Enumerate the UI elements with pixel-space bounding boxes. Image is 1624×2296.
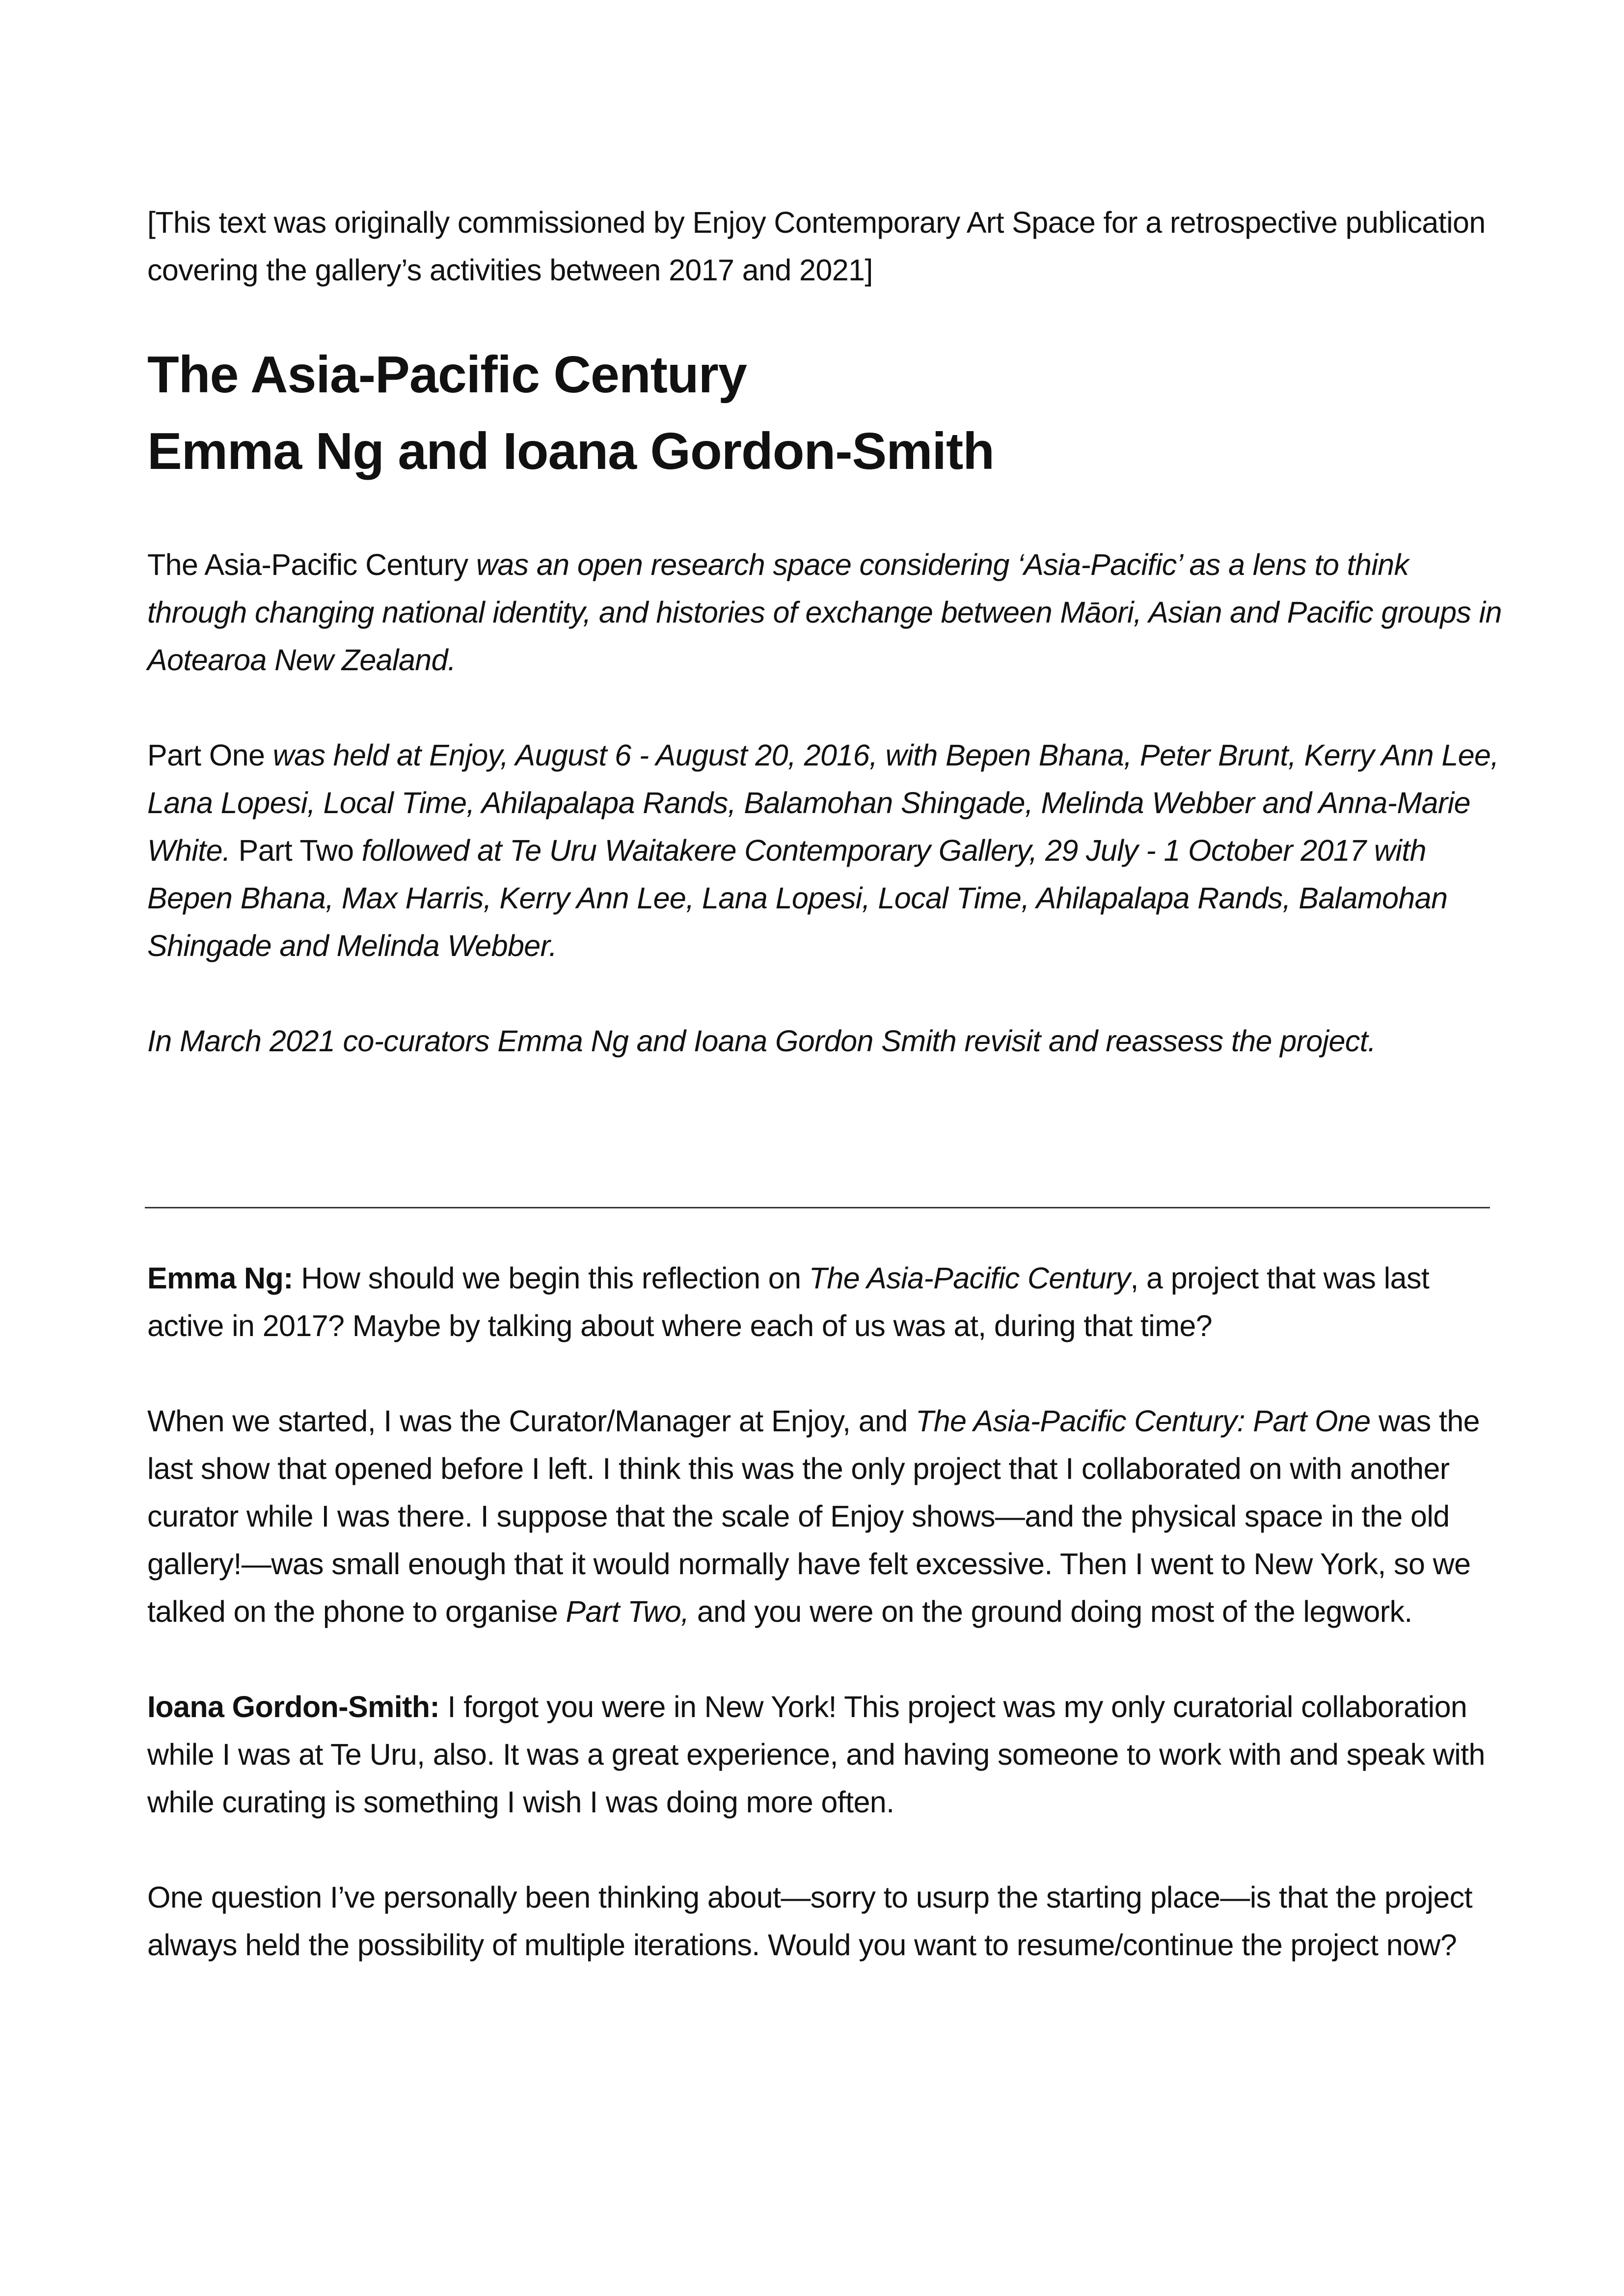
text-run: The Asia-Pacific Century [147,548,476,581]
dialogue-paragraph [147,1397,1502,1636]
text-run: and you were on the ground doing most of the legwork. [689,1595,1412,1628]
summary-section [147,541,1502,1065]
text-run: Part One [147,738,273,772]
italic-text: In March 2021 co-curators Emma Ng and Ioana Gordon Smith revisit and reassess the project. [147,1024,1376,1058]
intro-note [147,199,1502,294]
page-subtitle: Emma Ng and Ioana Gordon-Smith [147,422,995,480]
text-run: One question I’ve personally been thinking about—sorry to usurp the starting place—is that the project always held the possibility of multiple iterations. Would you want to resume/continue the project now? [147,1881,1472,1962]
header [147,336,1502,490]
italic-text: The Asia-Pacific Century: Part One [916,1404,1371,1438]
text-run: , a project that was last active in 2017? Maybe by talking about where each of us was at, during that time? [147,1261,1430,1342]
intro-paragraph [147,199,1502,294]
summary-paragraph [147,732,1502,970]
text-run: was the last show that opened before I left. I think this was the only project that I collaborated on with another curator while I was there. I suppose that the scale of Enjoy shows—and the physical space in the old gallery!—was small enough that it would normally have felt excessive. Then I went to New York, so we talked on the phone to organise [147,1404,1480,1628]
dialogue-paragraph [147,1683,1502,1826]
italic-text: Part Two, [566,1595,689,1628]
speaker-name: Emma Ng: [147,1261,293,1295]
dialogue-paragraph [147,1255,1502,1350]
italic-text: was an open research space considering ‘Asia-Pacific’ as a lens to think through changing national identity, and histories of exchange between Māori, Asian and Pacific groups in Aotearoa New Zealand. [147,548,1502,677]
text-run: I forgot you were in New York! This project was my only curatorial collaboration while I was at Te Uru, also. It was a great experience, and having someone to work with and speak with while curating is something I wish I was doing more often. [147,1690,1485,1819]
speaker-name: Ioana Gordon-Smith: [147,1690,440,1723]
italic-text: The Asia-Pacific Century [809,1261,1131,1295]
divider [145,1207,1490,1208]
text-run: [This text was originally commissioned by Enjoy Contemporary Art Space for a retrospective publication covering the gallery’s activities between 2017 and 2021] [147,206,1486,287]
dialogue-section [147,1255,1502,1969]
italic-text: followed at Te Uru Waitakere Contemporary Gallery, 29 July - 1 October 2017 with Bepen Bhana, Max Harris, Kerry Ann Lee, Lana Lopesi, Local Time, Ahilapalapa Rands, Balamohan Shingade and Melinda Webber. [147,834,1448,962]
text-run: Part Two [230,834,362,867]
italic-text: was held at Enjoy, August 6 - August 20, 2016, with Bepen Bhana, Peter Brunt, Kerry Ann Lee, Lana Lopesi, Local Time, Ahilapalapa Rands, Balamohan Shingade, Melinda Webber and Anna-Marie White. [147,738,1499,867]
text-run: When we started, I was the Curator/Manager at Enjoy, and [147,1404,916,1438]
summary-paragraph [147,541,1502,684]
text-run: How should we begin this reflection on [293,1261,809,1295]
dialogue-paragraph [147,1874,1502,1969]
summary-paragraph [147,1017,1502,1065]
page-title: The Asia-Pacific Century [147,346,747,404]
